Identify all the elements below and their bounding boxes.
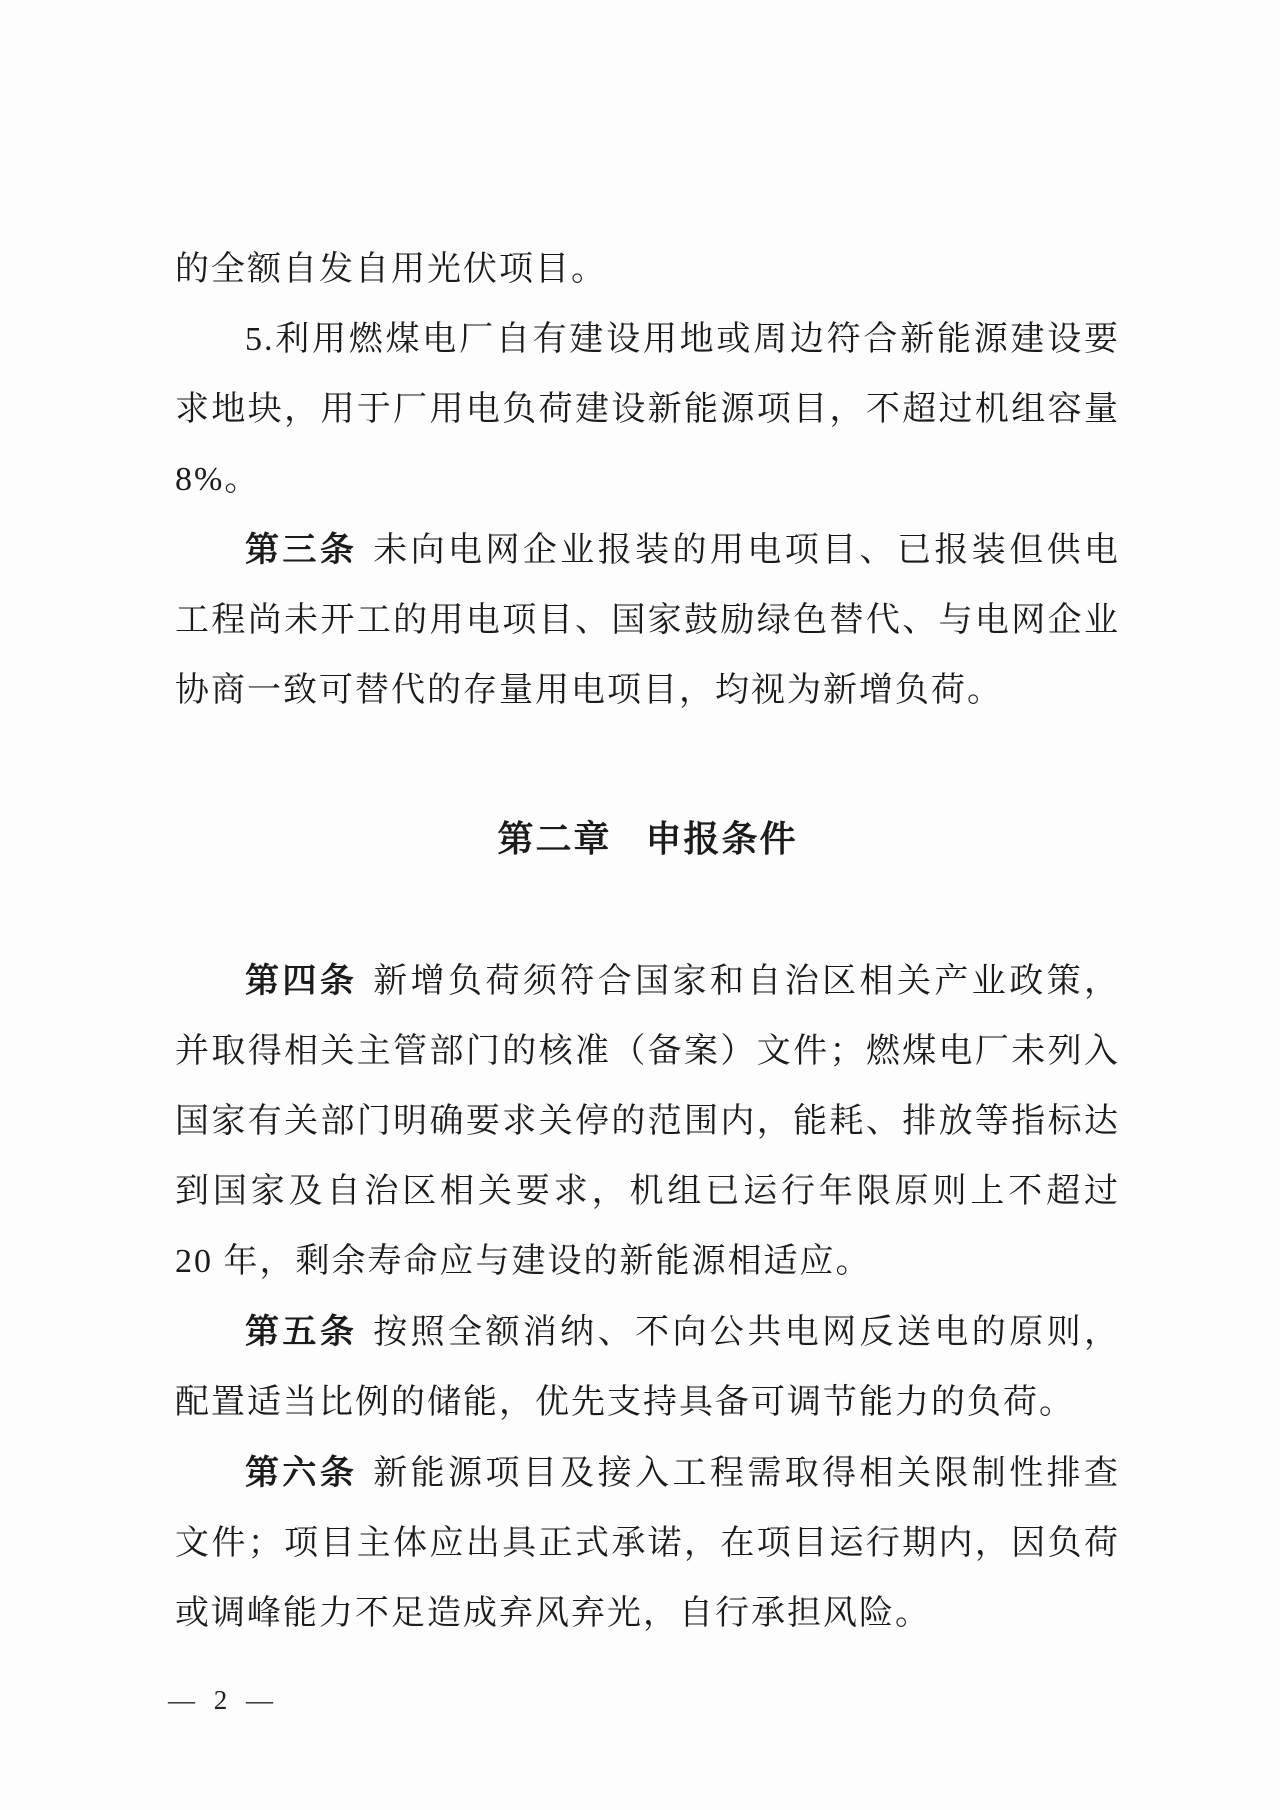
paragraph-article-4 [175,946,1120,1297]
chapter-heading [175,804,1120,874]
paragraph-article-5 [175,1297,1120,1438]
paragraph-continuation: 的全额自发自用光伏项目。 [175,251,607,288]
article-3-label: 第三条 [245,531,358,569]
page-number: — 2 — [168,1685,279,1715]
paragraph-article-6 [175,1438,1120,1649]
document-body [175,235,1120,1649]
article-4-label: 第四条 [245,962,358,1000]
article-4-text: 新增负荷须符合国家和自治区相关产业政策，并取得相关主管部门的核准（备案）文件；燃煤电厂未列入国家有关部门明确要求关停的范围内，能耗、排放等指标达到国家及自治区相关要求，机组已运行年限原则上不超过 20 年，剩余寿命应与建设的新能源相适应。 [175,963,1121,1280]
article-6-text: 新能源项目及接入工程需取得相关限制性排查文件；项目主体应出具正式承诺，在项目运行期内，因负荷或调峰能力不足造成弃风弃光，自行承担风险。 [175,1455,1121,1632]
article-3-text: 未向电网企业报装的用电项目、已报装但供电工程尚未开工的用电项目、国家鼓励绿色替代、与电网企业协商一致可替代的存量用电项目，均视为新增负荷。 [175,532,1121,709]
article-6-label: 第六条 [245,1454,358,1492]
paragraph-clause-5: 5.利用燃煤电厂自有建设用地或周边符合新能源建设要求地块，用于厂用电负荷建设新能源项目，不超过机组容量 8%。 [175,321,1120,498]
chapter-number: 第二章 [497,818,612,859]
chapter-title: 申报条件 [645,818,798,859]
article-5-text: 按照全额消纳、不向公共电网反送电的原则，配置适当比例的储能，优先支持具备可调节能力的负荷。 [175,1314,1121,1421]
article-5-label: 第五条 [245,1313,358,1351]
paragraph-article-3 [175,515,1120,726]
